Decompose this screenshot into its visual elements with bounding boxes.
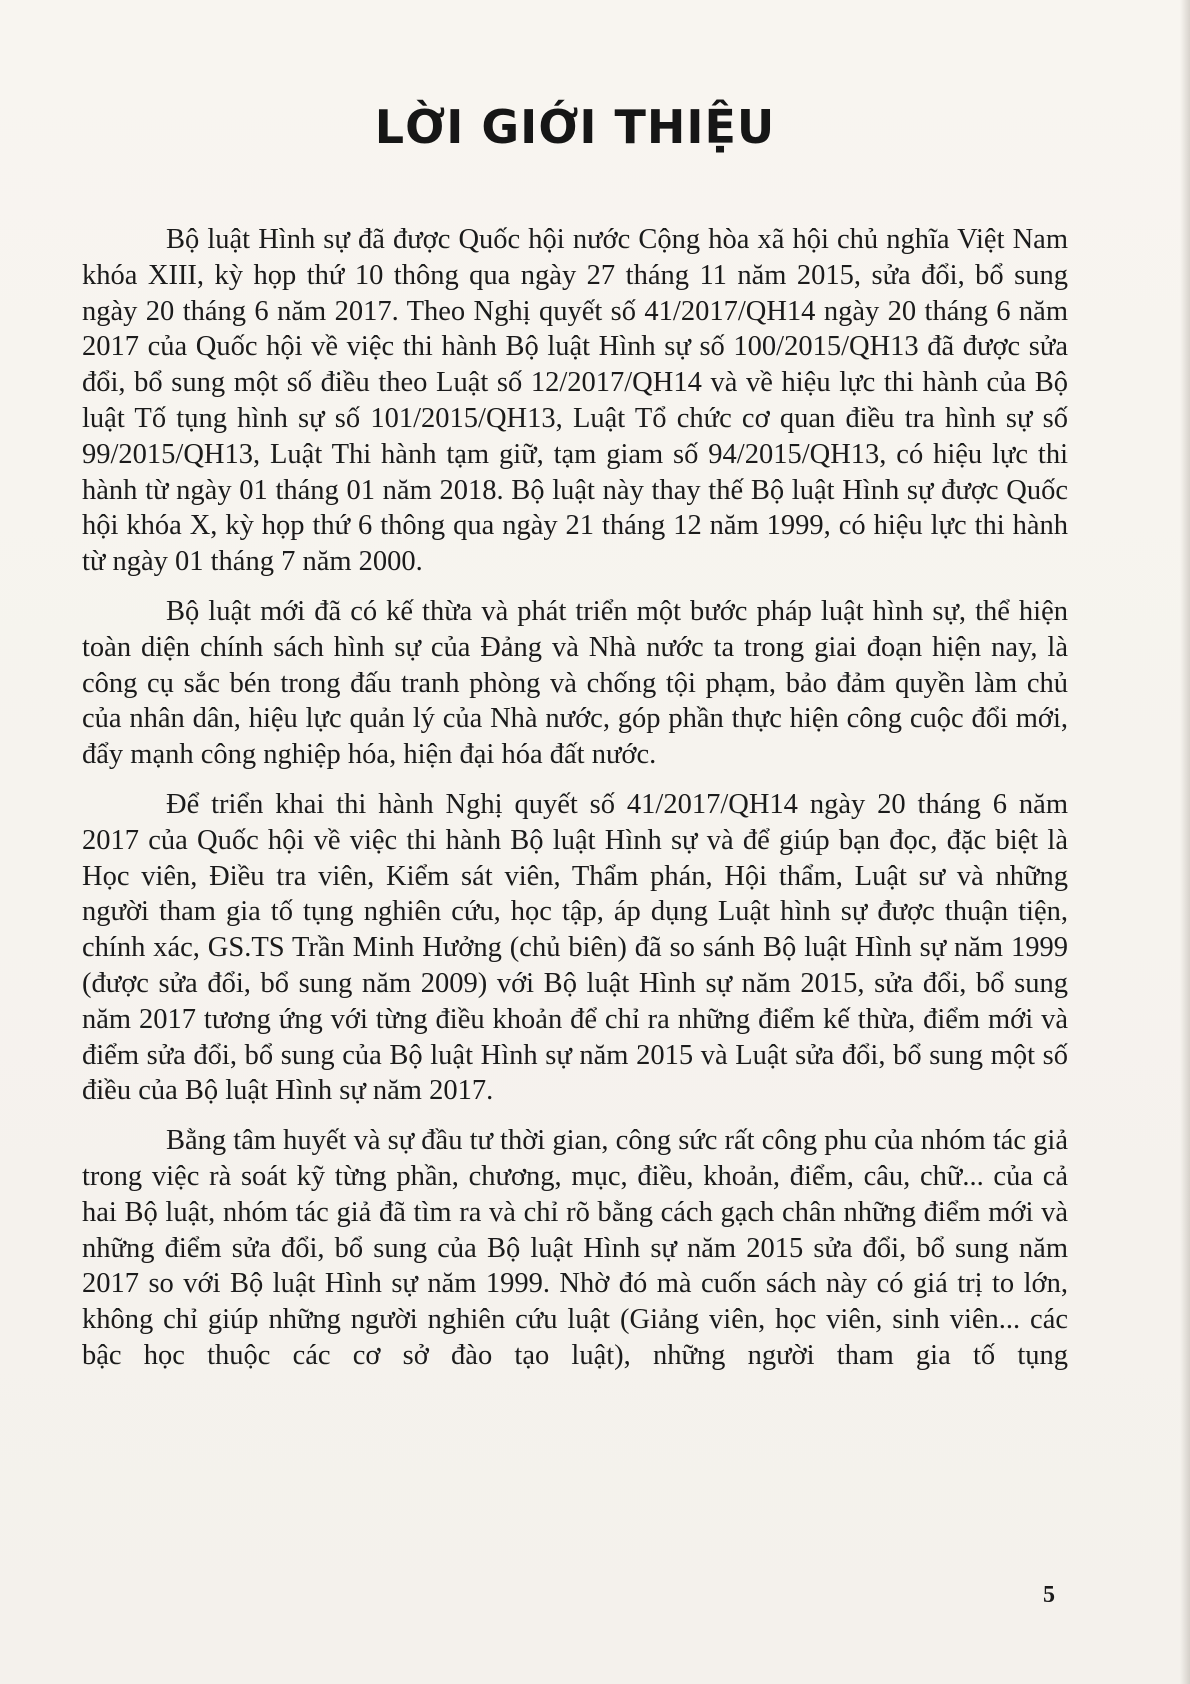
document-body — [82, 222, 1068, 1388]
paragraph: Bằng tâm huyết và sự đầu tư thời gian, công sức rất công phu của nhóm tác giả trong việc rà soát kỹ từng phần, chương, mục, điều, khoản, điểm, câu, chữ... của cả hai Bộ luật, nhóm tác giả đã tìm ra và chỉ rõ bằng cách gạch chân những điểm mới và những điểm sửa đổi, bổ sung của Bộ luật Hình sự năm 2015 sửa đổi, bổ sung năm 2017 so với Bộ luật Hình sự năm 1999. Nhờ đó mà cuốn sách này có giá trị to lớn, không chỉ giúp những người nghiên cứu luật (Giảng viên, học viên, sinh viên... các bậc học thuộc các cơ sở đào tạo luật), những người tham gia tố tụng — [82, 1125, 1068, 1371]
page-edge-shadow — [1180, 0, 1190, 1684]
paragraph: Bộ luật Hình sự đã được Quốc hội nước Cộng hòa xã hội chủ nghĩa Việt Nam khóa XIII, kỳ họp thứ 10 thông qua ngày 27 tháng 11 năm 2015, sửa đổi, bổ sung ngày 20 tháng 6 năm 2017. Theo Nghị quyết số 41/2017/QH14 ngày 20 tháng 6 năm 2017 của Quốc hội về việc thi hành Bộ luật Hình sự số 100/2015/QH13 đã được sửa đổi, bổ sung một số điều theo Luật số 12/2017/QH14 và về hiệu lực thi hành của Bộ luật Tố tụng hình sự số 101/2015/QH13, Luật Tổ chức cơ quan điều tra hình sự số 99/2015/QH13, Luật Thi hành tạm giữ, tạm giam số 94/2015/QH13, có hiệu lực thi hành từ ngày 01 tháng 01 năm 2018. Bộ luật này thay thế Bộ luật Hình sự được Quốc hội khóa X, kỳ họp thứ 6 thông qua ngày 21 tháng 12 năm 1999, có hiệu lực thi hành từ ngày 01 tháng 7 năm 2000. — [82, 224, 1068, 578]
page-title: LỜI GIỚI THIỆU — [374, 100, 776, 154]
paragraph: Để triển khai thi hành Nghị quyết số 41/2017/QH14 ngày 20 tháng 6 năm 2017 của Quốc hội về việc thi hành Bộ luật Hình sự và để giúp bạn đọc, đặc biệt là Học viên, Điều tra viên, Kiểm sát viên, Thẩm phán, Hội thẩm, Luật sư và những người tham gia tố tụng nghiên cứu, học tập, áp dụng Luật hình sự được thuận tiện, chính xác, GS.TS Trần Minh Hưởng (chủ biên) đã so sánh Bộ luật Hình sự năm 1999 (được sửa đổi, bổ sung năm 2009) với Bộ luật Hình sự năm 2015, sửa đổi, bổ sung năm 2017 tương ứng với từng điều khoản để chỉ ra những điểm kế thừa, điểm mới và điểm sửa đổi, bổ sung của Bộ luật Hình sự năm 2015 và Luật sửa đổi, bổ sung một số điều của Bộ luật Hình sự năm 2017. — [82, 788, 1068, 1107]
page-number: 5 — [1043, 1582, 1055, 1608]
paragraph: Bộ luật mới đã có kế thừa và phát triển một bước pháp luật hình sự, thể hiện toàn diện chính sách hình sự của Đảng và Nhà nước ta trong giai đoạn hiện nay, là công cụ sắc bén trong đấu tranh phòng và chống tội phạm, bảo đảm quyền làm chủ của nhân dân, hiệu lực quản lý của Nhà nước, góp phần thực hiện công cuộc đổi mới, đẩy mạnh công nghiệp hóa, hiện đại hóa đất nước. — [82, 595, 1068, 771]
